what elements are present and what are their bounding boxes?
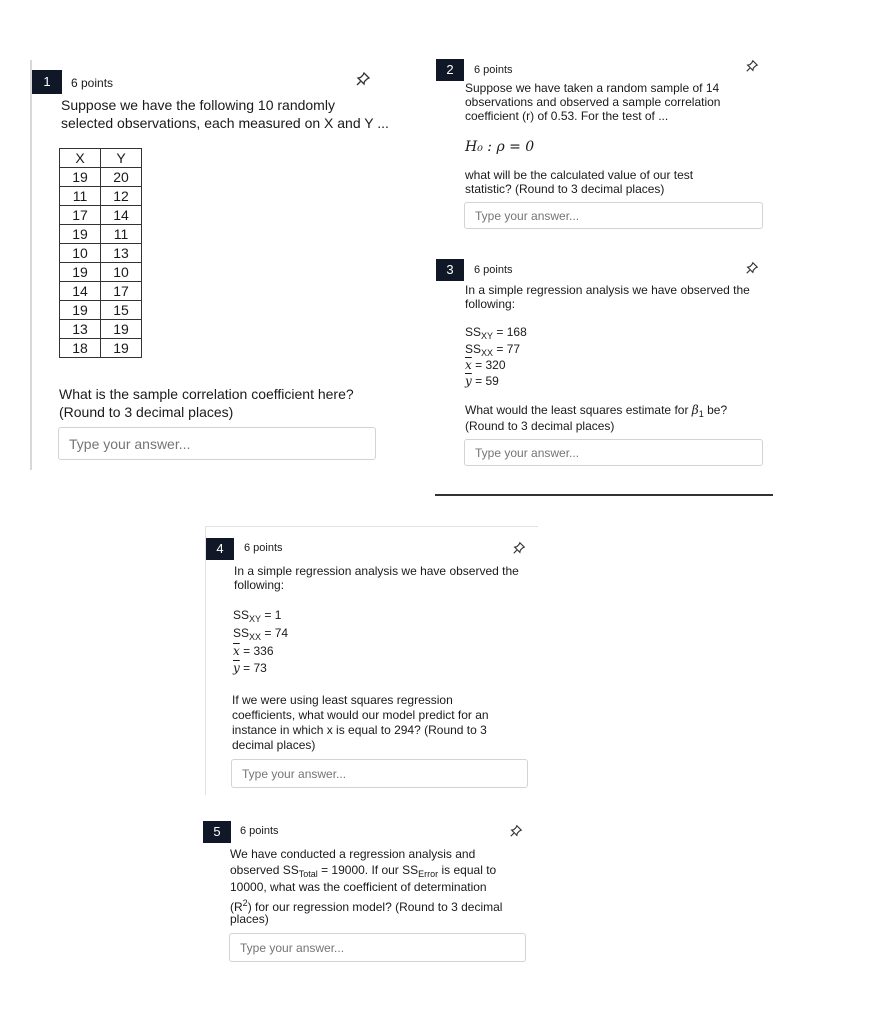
beta-symbol: β [691, 403, 699, 417]
table-cell: 19 [101, 320, 142, 339]
pin-icon[interactable] [512, 541, 526, 555]
table-header: Y [101, 149, 142, 168]
superscript: 2 [242, 898, 248, 908]
stat-value: = 336 [243, 644, 274, 658]
stat-value: = 320 [475, 358, 506, 372]
table-cell: 17 [101, 282, 142, 301]
stat-label: $\overline{x}$ [233, 644, 240, 658]
question-number: 3 [436, 259, 464, 281]
answer-input[interactable] [464, 202, 763, 229]
beta-subscript: 1 [698, 409, 704, 419]
table-cell: 13 [101, 244, 142, 263]
question-points: 6 points [474, 264, 513, 276]
table-cell: 20 [101, 168, 142, 187]
question-text: (Round to 3 decimal places) [59, 404, 234, 420]
question-number: 1 [32, 70, 62, 94]
table-row [60, 263, 142, 282]
table-cell: 10 [101, 263, 142, 282]
question-number: 5 [203, 821, 231, 843]
answer-input[interactable] [58, 427, 376, 460]
table-cell: 12 [101, 187, 142, 206]
question-text: statistic? (Round to 3 decimal places) [465, 182, 665, 196]
table-row [60, 187, 142, 206]
stat-subscript: XX [249, 632, 262, 642]
table-row [60, 225, 142, 244]
stat-value: = 77 [496, 342, 521, 356]
pin-icon[interactable] [355, 71, 371, 87]
question-text: If we were using least squares regression [232, 693, 453, 707]
question-text: We have conducted a regression analysis and [230, 847, 476, 861]
question-points: 6 points [244, 542, 283, 554]
question-text: coefficients, what would our model predict for an [232, 708, 489, 722]
table-row [60, 244, 142, 263]
question-intro: following: [234, 578, 285, 592]
question-text: What is the sample correlation coefficient here? [59, 386, 354, 402]
question-text: what will be the calculated value of our test [465, 168, 694, 182]
stat-value: = 59 [475, 374, 499, 388]
question-intro: selected observations, each measured on X and Y ... [61, 115, 389, 131]
question-text [230, 895, 502, 916]
question-number: 2 [436, 59, 464, 81]
table-cell: 15 [101, 301, 142, 320]
table-cell: 14 [60, 282, 101, 301]
stat-ybar [233, 660, 267, 677]
stat-xbar [465, 357, 506, 374]
table-cell: 11 [60, 187, 101, 206]
stat-xbar [233, 643, 274, 660]
question-text: instance in which x is equal to 294? (Round to 3 [232, 723, 487, 737]
table-cell: 19 [60, 263, 101, 282]
stat-value: = 74 [264, 626, 289, 640]
stat-value: = 168 [496, 325, 527, 339]
table-row [60, 282, 142, 301]
question-intro: Suppose we have the following 10 randomly [61, 97, 335, 113]
pin-icon[interactable] [509, 824, 523, 838]
stat-label: SS [465, 342, 482, 356]
stat-label: $\overline{y}$ [233, 661, 240, 675]
question-intro: coefficient (r) of 0.53. For the test of ... [465, 109, 669, 123]
question-text-part: What would the least squares estimate for [465, 403, 689, 417]
question-intro: observations and observed a sample correlation [465, 95, 721, 109]
question-text-part: ) for our regression model? (Round to 3 decimal [247, 900, 503, 914]
question-points: 6 points [240, 825, 279, 837]
table-cell: 19 [60, 168, 101, 187]
question-text: places) [230, 912, 269, 926]
stat-ybar [465, 373, 499, 390]
stat-subscript: XY [481, 331, 494, 341]
question-text-part: is equal to [441, 863, 497, 877]
stat-label: SS [233, 626, 250, 640]
question-intro: In a simple regression analysis we have observed the [465, 283, 750, 297]
observations-table [59, 148, 142, 358]
hypothesis-formula: H₀ : ρ = 0 [465, 139, 535, 155]
stat-label: $\overline{y}$ [465, 374, 472, 388]
subscript: Total [298, 869, 318, 879]
table-row [60, 301, 142, 320]
question-text-part: (R [230, 900, 243, 914]
table-header: X [60, 149, 101, 168]
table-cell: 13 [60, 320, 101, 339]
table-cell: 14 [101, 206, 142, 225]
question-points: 6 points [71, 76, 114, 90]
stat-label: SS [233, 608, 250, 622]
table-cell: 19 [60, 225, 101, 244]
table-row [60, 320, 142, 339]
table-cell: 17 [60, 206, 101, 225]
stat-label: SS [465, 325, 482, 339]
stat-subscript: XX [481, 348, 494, 358]
answer-input[interactable] [229, 933, 526, 962]
question-text: (Round to 3 decimal places) [465, 419, 615, 433]
stat-value: = 1 [264, 608, 282, 622]
table-row [60, 206, 142, 225]
pin-icon[interactable] [745, 261, 759, 275]
question-text-part: be? [707, 403, 728, 417]
table-cell: 19 [101, 339, 142, 358]
table-cell: 11 [101, 225, 142, 244]
table-row [60, 168, 142, 187]
table-cell: 10 [60, 244, 101, 263]
stat-label: $\overline{x}$ [465, 358, 472, 372]
question-intro: Suppose we have taken a random sample of 14 [465, 81, 720, 95]
pin-icon[interactable] [745, 59, 759, 73]
question-intro: following: [465, 297, 516, 311]
question-text: decimal places) [232, 738, 316, 752]
table-cell: 18 [60, 339, 101, 358]
table-header-row [60, 149, 142, 168]
stat-subscript: XY [249, 614, 262, 624]
answer-input[interactable] [231, 759, 528, 788]
subscript: Error [418, 869, 439, 879]
table-cell: 19 [60, 301, 101, 320]
question-number: 4 [206, 538, 234, 560]
stat-value: = 73 [243, 661, 267, 675]
answer-input[interactable] [464, 439, 763, 466]
question-text-part: = 19000. If our SS [321, 863, 419, 877]
question-intro: In a simple regression analysis we have observed the [234, 564, 519, 578]
question-text-part: observed SS [230, 863, 299, 877]
question-text: 10000, what was the coefficient of determination [230, 880, 487, 894]
question-points: 6 points [474, 64, 513, 76]
table-row [60, 339, 142, 358]
